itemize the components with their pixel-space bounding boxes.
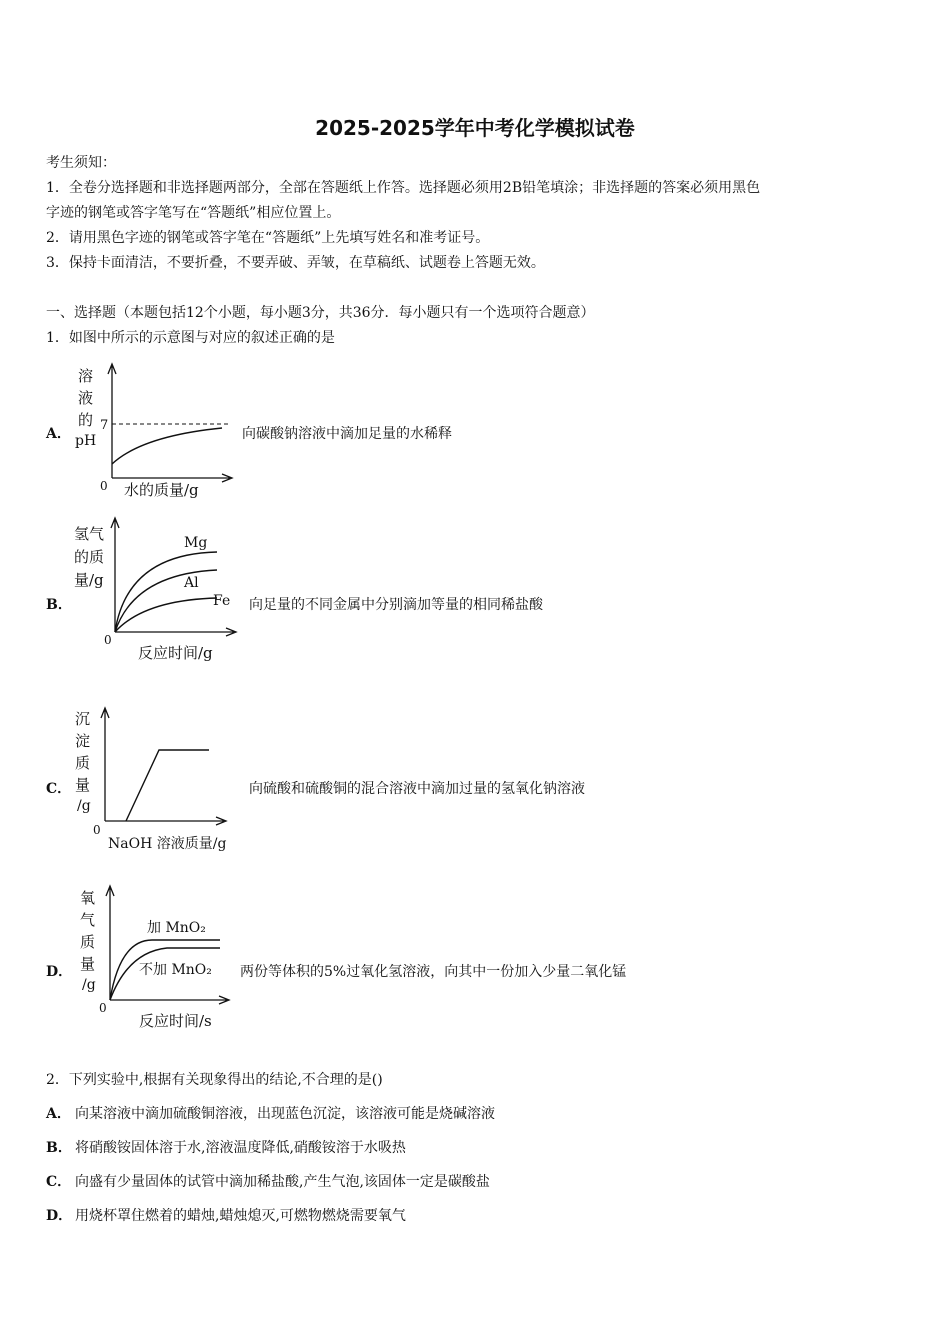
y-label-line: 的质 [74,548,105,566]
graph-c [72,700,247,860]
graph-a [72,358,242,503]
option-text-c: 向硫酸和硫酸铜的混合溶液中滴加过量的氢氧化钠溶液 [249,781,585,797]
question-stem: 1．如图中所示的示意图与对应的叙述正确的是 [46,330,335,346]
option-label-c: C． [46,1174,72,1190]
curve-mg [115,552,217,632]
option-text-d: 两份等体积的5%过氧化氢溶液，向其中一份加入少量二氧化锰 [240,964,627,980]
option-text-b: 向足量的不同金属中分别滴加等量的相同稀盐酸 [249,597,543,613]
series-label-without-mno2: 不加 MnO₂ [139,962,212,978]
option-text-a: 向某溶液中滴加硫酸铜溶液，出现蓝色沉淀，该溶液可能是烧碱溶液 [75,1106,495,1122]
option-text-c: 向盛有少量固体的试管中滴加稀盐酸,产生气泡,该固体一定是碳酸盐 [75,1174,490,1190]
series-label-mg: Mg [184,535,208,551]
notice-line: 2．请用黑色字迹的钢笔或答字笔在“答题纸”上先填写姓名和准考证号。 [46,230,490,246]
origin-label: 0 [93,823,101,837]
graph-b [72,512,247,667]
y-label-char: 溶 [78,367,94,385]
notice-line: 1．全卷分选择题和非选择题两部分，全部在答题纸上作答。选择题必须用2B铅笔填涂；非选择题的答案必须用黑色 [46,180,761,196]
curve-al [115,570,217,632]
option-label-d: D． [46,964,73,980]
y-label-char: 质 [80,933,96,951]
x-axis [110,996,229,1004]
y-label-char: 质 [75,754,91,772]
origin-label: 0 [99,1001,107,1015]
option-label-d: D． [46,1208,73,1224]
notice-line: 字迹的钢笔或答字笔写在“答题纸”相应位置上。 [46,205,341,221]
y-label-line: 氢气 [74,525,105,543]
y-label-char: pH [75,433,97,449]
graph-d [72,880,247,1035]
y-label-char: /g [82,977,96,993]
section-heading: 一、选择题（本题包括12个小题，每小题3分，共36分．每小题只有一个选项符合题意） [46,305,595,321]
option-label-b: B． [46,1140,72,1156]
option-text-a: 向碳酸钠溶液中滴加足量的水稀释 [242,426,452,442]
y-label-char: 淀 [75,732,91,750]
y-label-char: /g [77,798,91,814]
x-label: NaOH 溶液质量/g [108,836,227,852]
series-label-with-mno2: 加 MnO₂ [147,920,206,936]
series-label-fe: Fe [213,593,231,609]
y-axis [101,708,109,821]
x-label: 反应时间/g [138,644,213,662]
y-axis [106,886,114,1000]
question-stem: 2．下列实验中,根据有关现象得出的结论,不合理的是() [46,1072,383,1088]
tick-label-7: 7 [100,418,109,433]
x-axis [115,628,236,636]
ph-curve [112,428,222,464]
y-label-line: 量/g [74,571,104,589]
series-label-al: Al [184,575,199,591]
option-text-b: 将硝酸铵固体溶于水,溶液温度降低,硝酸铵溶于水吸热 [75,1140,406,1156]
exam-title: 2025-2025学年中考化学模拟试卷 [315,116,635,140]
notice-line: 3．保持卡面清洁，不要折叠，不要弄破、弄皱，在草稿纸、试题卷上答题无效。 [46,255,545,271]
option-text-d: 用烧杯罩住燃着的蜡烛,蜡烛熄灭,可燃物燃烧需要氧气 [75,1208,406,1224]
x-axis [105,817,226,825]
option-label-a: A． [46,426,71,442]
y-label-char: 沉 [75,710,91,728]
y-label-char: 氧 [80,889,96,907]
x-label: 反应时间/s [139,1012,212,1030]
option-label-c: C． [46,781,72,797]
y-label-char: 气 [80,911,96,929]
notice-heading: 考生须知： [46,155,116,171]
x-label: 水的质量/g [124,481,199,499]
y-label-char: 量 [80,955,96,973]
y-label-char: 液 [78,389,94,407]
y-label-char: 量 [75,776,91,794]
origin-label: 0 [104,633,112,647]
origin-label: 0 [100,479,108,493]
option-label-a: A． [46,1106,71,1122]
y-label-char: 的 [78,411,94,429]
y-axis [111,518,119,632]
precipitate-curve [126,750,209,821]
option-label-b: B． [46,597,72,613]
